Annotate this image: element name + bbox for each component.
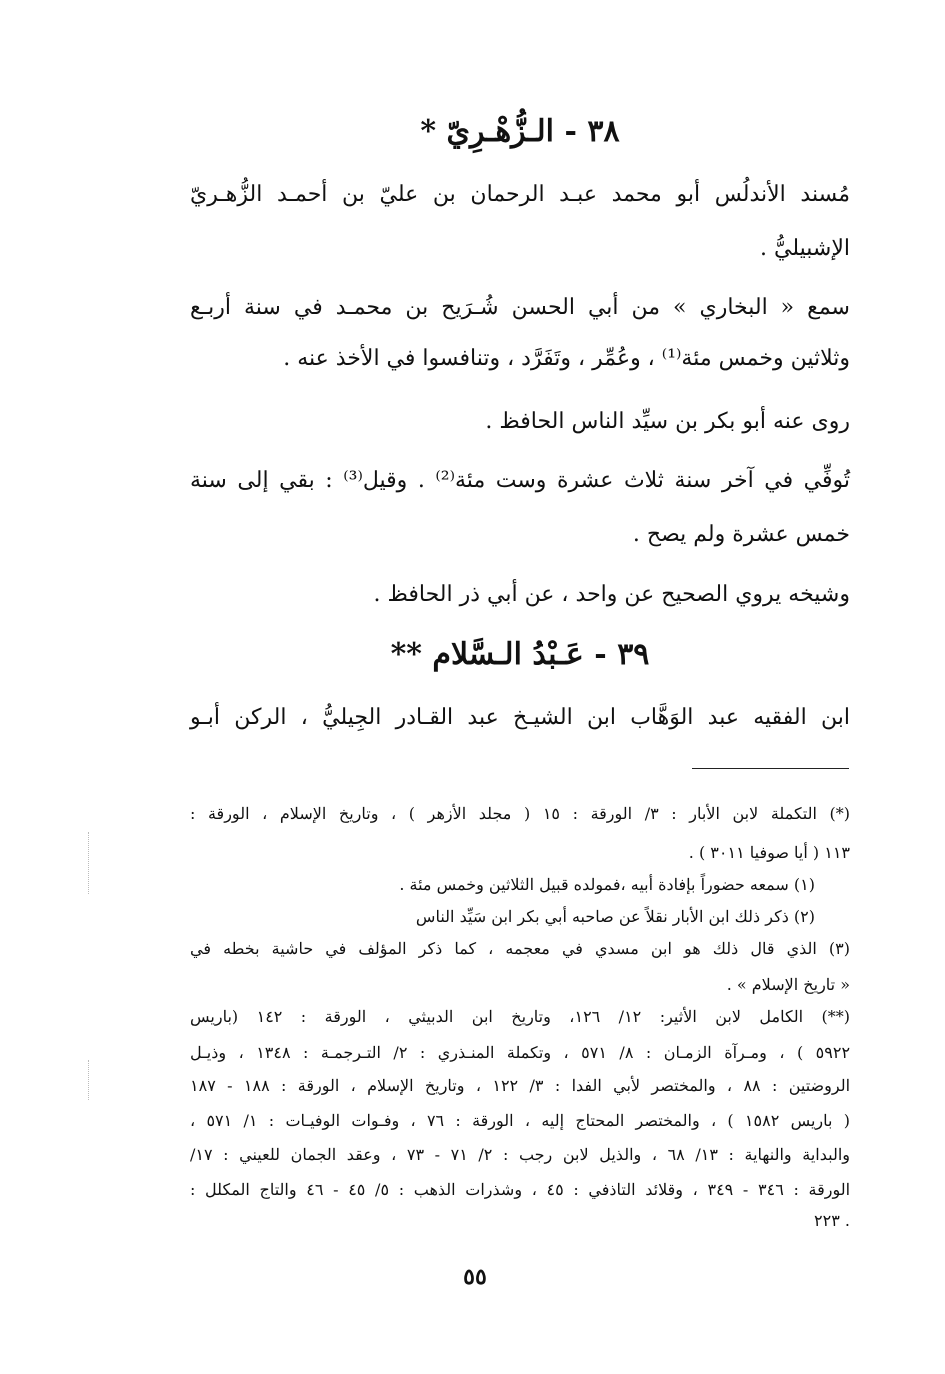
- footnote-double-star-line-1: (**) الكامل لابن الأثير: ١٢/ ١٢٦، وتاريخ ابن الدبيثي ، الورقة : ١٤٢ (باريس: [190, 1007, 851, 1026]
- entry-38-paragraph-1-line-2: الإشبيليُّ .: [760, 236, 850, 261]
- entry-38-paragraph-1-line-1: مُسند الأندلُس أبو محمد عبـد الرحمان بن عليّ بن أحمـد الزُّهـريّ: [190, 182, 850, 207]
- footnote-separator-rule: [692, 768, 849, 769]
- entry-38-paragraph-3: روى عنه أبو بكر بن سيِّد الناس الحافظ .: [485, 409, 850, 434]
- entry-39-paragraph-1-line-1: ابن الفقيه عبد الوَهَّاب ابن الشيـخ عبد القـادر الجِيليُّ ، الركن أبـو: [190, 705, 850, 730]
- footnote-double-star-line-7: . ٢٢٣: [814, 1211, 850, 1230]
- footnote-double-star-line-5: والبداية والنهاية : ١٣/ ٦٨ ، والذيل لابن رجب : ٢/ ٧١ - ٧٣ ، وعقد الجمان للعيني : ١٧/: [190, 1145, 850, 1164]
- margin-scan-mark: [88, 1060, 91, 1100]
- footnote-2: (٢) ذكر ذلك ابن الأبار نقلاً عن صاحبه أبي بكر ابن سَيِّد الناس: [415, 907, 815, 926]
- entry-39-heading: ٣٩ - عَـبْدُ الـسَّلام **: [390, 637, 650, 672]
- entry-38-paragraph-4-line-1: تُوفِّي في آخر سنة ثلاث عشرة وست مئة⁽²⁾ . وقيل⁽³⁾ : بقي إلى سنة: [190, 468, 850, 493]
- page-number: ٥٥: [463, 1264, 487, 1290]
- footnote-3-line-1: (٣) الذي قال ذلك هو ابن مسدي في معجمه ، كما ذكر المؤلف في حاشية بخطه في: [190, 939, 850, 958]
- footnote-double-star-line-3: الروضتين : ٨٨ ، والمختصر لأبي الفدا : ٣/ ١٢٢ ، وتاريخ الإسلام ، الورقة : ١٨٨ - ١٨٧: [190, 1076, 851, 1095]
- entry-38-paragraph-2-line-1: سمع « البخاري » من أبي الحسن شُـرَيح بن محمـد في سنة أربـع: [190, 295, 850, 320]
- footnote-double-star-line-4: ( باريس ١٥٨٢ ) ، والمختصر المحتاج إليه ، الورقة : ٧٦ ، وفـوات الوفيـات : ١/ ٥٧١ ،: [190, 1111, 850, 1130]
- entry-38-paragraph-5: وشيخه يروي الصحيح عن واحد ، عن أبي ذر الحافظ .: [373, 582, 850, 607]
- footnote-double-star-line-2: ٥٩٢٢ ) ، ومـرآة الزمـان : ٨/ ٥٧١ ، وتكملة المنـذري : ٢/ التـرجمـة : ١٣٤٨ ، وذيـل: [190, 1043, 851, 1062]
- margin-scan-mark: [88, 832, 91, 894]
- footnote-1: (١) سمعه حضوراً بإفادة أبيه ،فمولده قبيل الثلاثين وخمس مئة .: [399, 875, 815, 894]
- entry-38-paragraph-4-line-2: خمس عشرة ولم يصح .: [632, 522, 850, 547]
- footnote-star-line-1: (*) التكملة لابن الأبار : ٣/ الورقة : ١٥ ( مجلد الأزهر ) ، وتاريخ الإسلام ، الورقة :: [190, 804, 851, 823]
- footnote-star-line-2: ١١٣ ( أيا صوفيا ٣٠١١ ) .: [688, 843, 850, 862]
- footnote-3-line-2: « تاريخ الإسلام » .: [726, 975, 850, 994]
- footnote-double-star-line-6: الورقة : ٣٤٦ - ٣٤٩ ، وقلائد التاذفي : ٤٥ ، وشذرات الذهب : ٥/ ٤٥ - ٤٦ والتاج المكلل :: [190, 1180, 851, 1199]
- entry-38-paragraph-2-line-2: وثلاثين وخمس مئة⁽¹⁾ ، وعُمِّر ، وتَفَرَّد ، وتنافسوا في الأخذ عنه .: [283, 346, 850, 371]
- entry-38-heading: ٣٨ - الـزُّهْـرِيّ *: [420, 114, 620, 149]
